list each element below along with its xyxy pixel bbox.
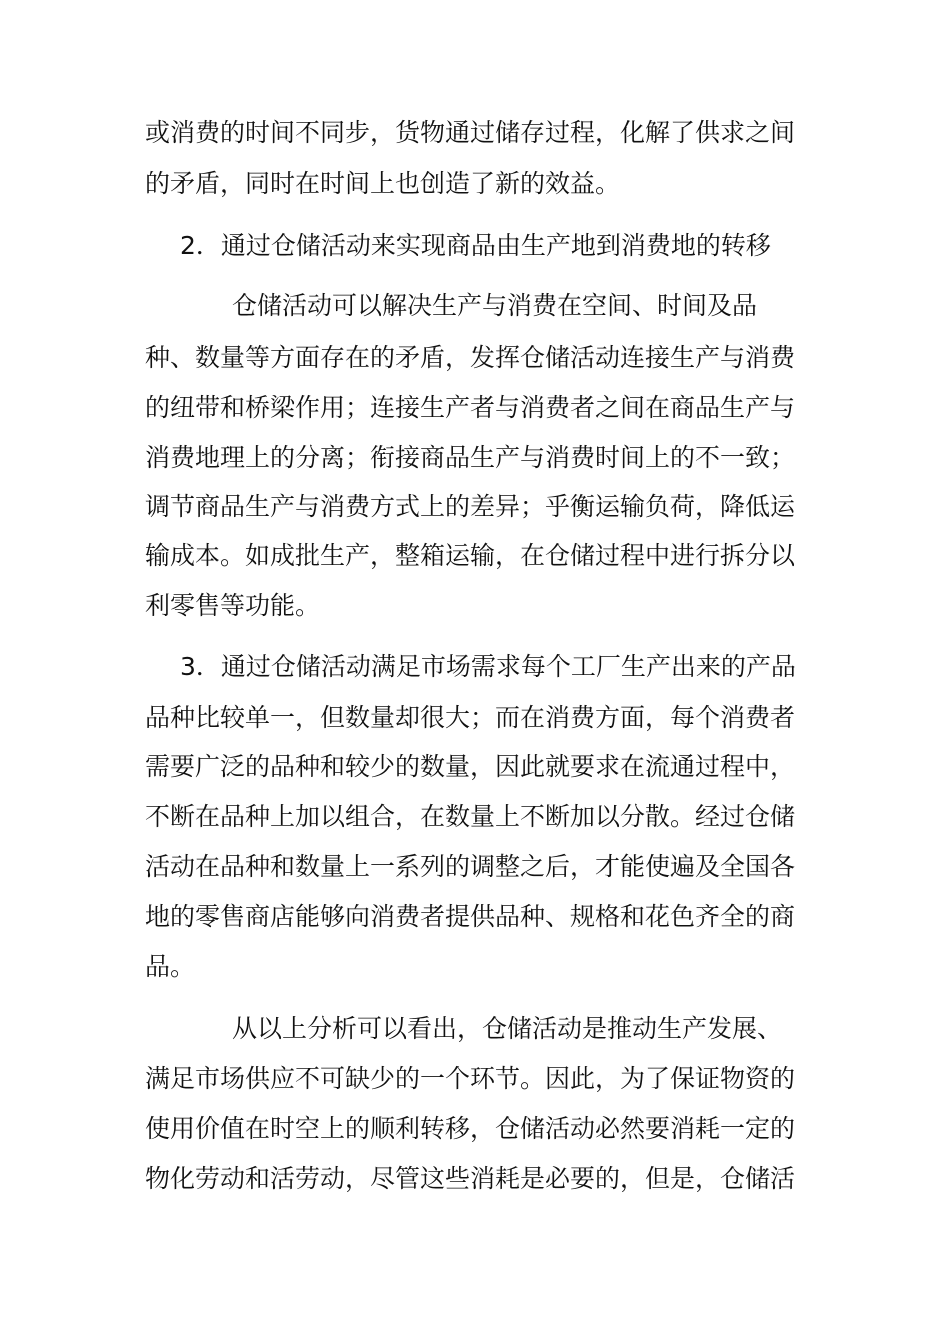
text-line: 种、数量等方面存在的矛盾，发挥仓储活动连接生产与消费 — [145, 343, 796, 372]
text-line: 输成本。如成批生产，整箱运输，在仓储过程中进行拆分以 — [145, 541, 796, 570]
text-line: 不断在品种上加以组合，在数量上不断加以分散。经过仓储 — [145, 802, 796, 831]
text-line: 消费地理上的分离；衔接商品生产与消费时间上的不一致； — [145, 443, 796, 472]
text-line: 利零售等功能。 — [145, 591, 321, 620]
text-line: 的纽带和桥梁作用；连接生产者与消费者之间在商品生产与 — [145, 393, 796, 422]
text-line: 或消费的时间不同步，货物通过储存过程，化解了供求之间 — [145, 118, 796, 147]
text-line: 仓储活动可以解决生产与消费在空间、时间及品 — [232, 291, 758, 320]
text-line: 需要广泛的品种和较少的数量，因此就要求在流通过程中， — [145, 752, 796, 781]
text-line: 从以上分析可以看出，仓储活动是推动生产发展、 — [232, 1014, 783, 1043]
text-line: 品。 — [145, 952, 196, 981]
section-heading-3: 3．通过仓储活动满足市场需求每个工厂生产出来的产品 — [180, 652, 796, 681]
text-line: 使用价值在时空上的顺利转移，仓储活动必然要消耗一定的 — [145, 1114, 796, 1143]
section-heading-2: 2．通过仓储活动来实现商品由生产地到消费地的转移 — [180, 231, 771, 260]
text-line: 品种比较单一，但数量却很大；而在消费方面，每个消费者 — [145, 703, 796, 732]
text-line: 调节商品生产与消费方式上的差异；乎衡运输负荷，降低运 — [145, 492, 796, 521]
text-line: 满足市场供应不可缺少的一个环节。因此，为了保证物资的 — [145, 1064, 796, 1093]
text-line: 地的零售商店能够向消费者提供品种、规格和花色齐全的商 — [145, 902, 796, 931]
text-line: 的矛盾，同时在时间上也创造了新的效益。 — [145, 169, 621, 198]
text-line: 活动在品种和数量上一系列的调整之后，才能使遍及全国各 — [145, 852, 796, 881]
text-line: 物化劳动和活劳动，尽管这些消耗是必要的，但是，仓储活 — [145, 1164, 796, 1193]
